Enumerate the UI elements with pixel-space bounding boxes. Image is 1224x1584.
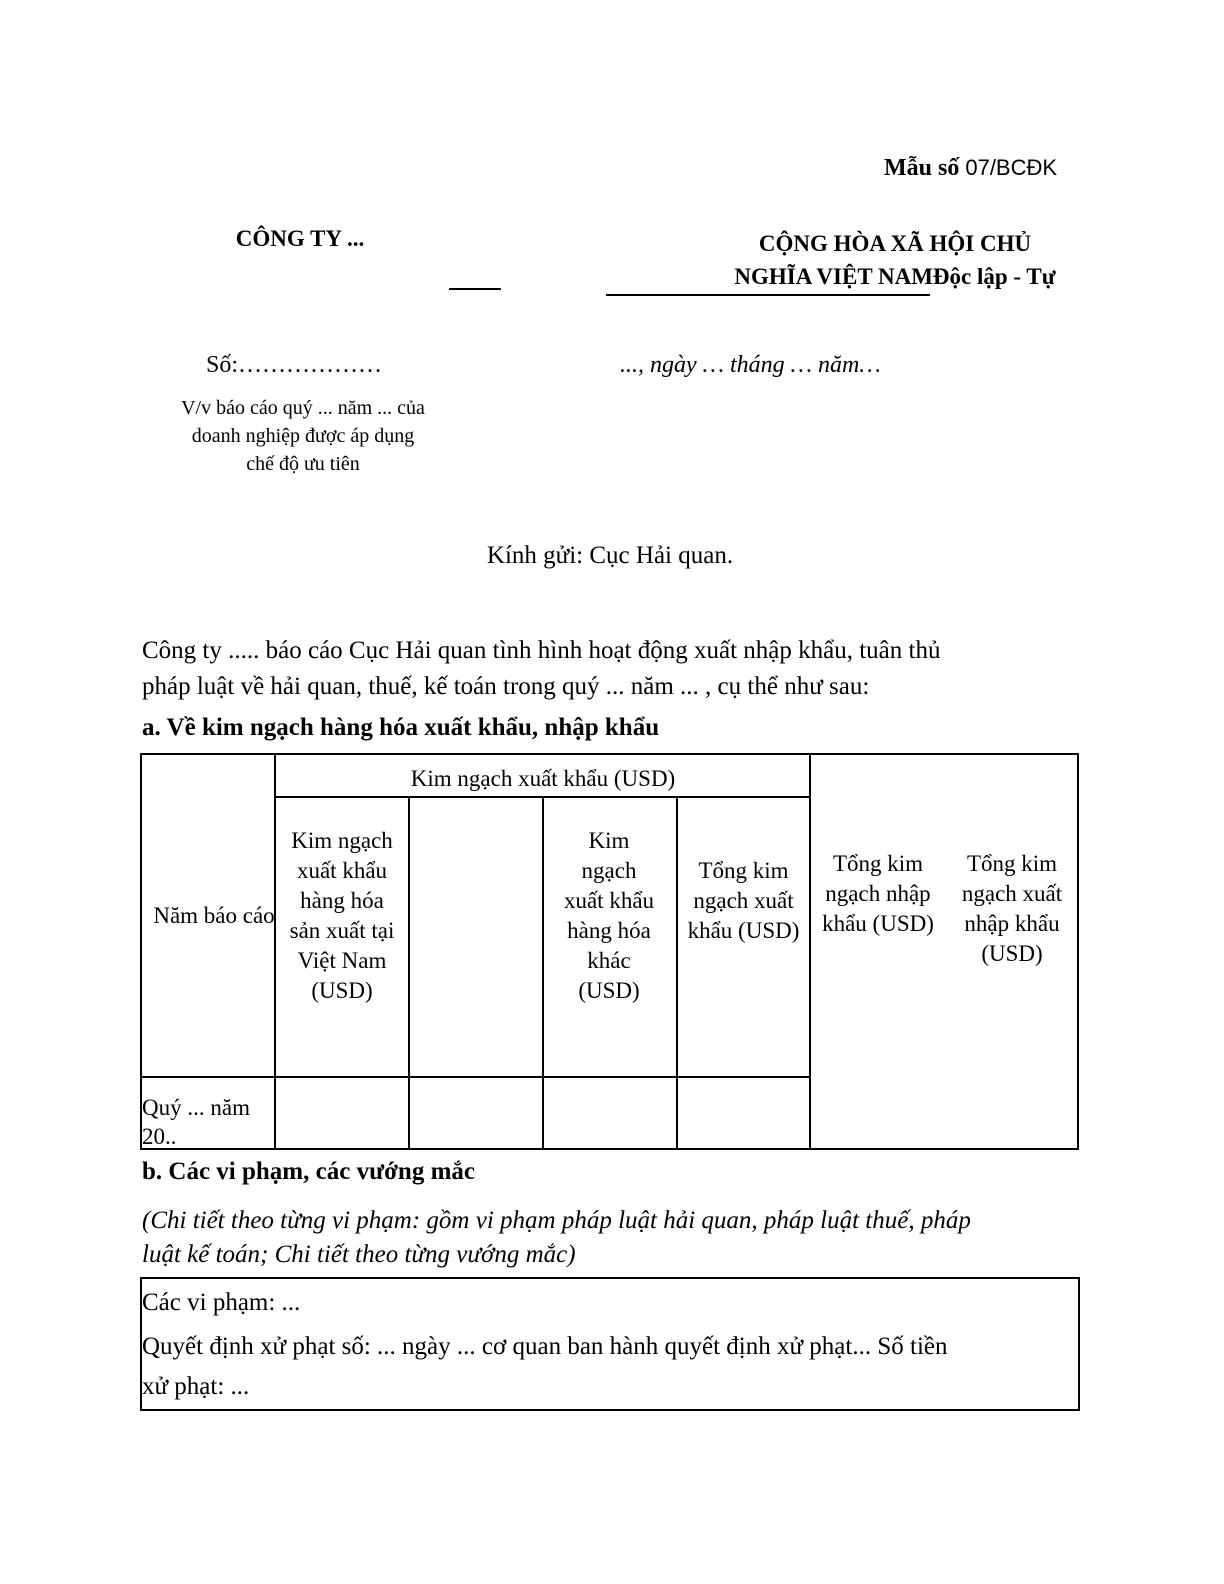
company-underline xyxy=(449,288,501,290)
document-number: Số:……………… xyxy=(206,352,383,378)
table-header-vn-goods: Kim ngạch xuất khẩu hàng hóa sản xuất tại Việt Nam (USD) xyxy=(289,828,395,1003)
table-col-line-2 xyxy=(408,796,410,1150)
violations-line: Các vi phạm: ... xyxy=(142,1289,301,1316)
table-row-label: Quý ... năm 20.. xyxy=(142,1095,250,1149)
republic-title: CỘNG HÒA XÃ HỘI CHỦ NGHĨA VIỆT NAMĐộc lập - Tự xyxy=(734,231,1056,289)
table-header-other-goods: Kim ngạch xuất khẩu hàng hóa khác (USD) xyxy=(563,828,655,1003)
section-b-note: (Chi tiết theo từng vi phạm: gồm vi phạm pháp luật hải quan, pháp luật thuế, pháp luật kế toán; Chi tiết theo từng vướng mắc) xyxy=(142,1207,971,1268)
penalty-amount-line: xử phạt: ... xyxy=(142,1373,250,1400)
form-number: Mẫu số 07/BCĐK xyxy=(884,155,1058,181)
table-col-line-5 xyxy=(809,753,811,1150)
intro-paragraph: Công ty ..... báo cáo Cục Hải quan tình hình hoạt động xuất nhập khẩu, tuân thủ pháp luật về hải quan, thuế, kế toán trong quý ... năm ... , cụ thể như sau: xyxy=(142,637,941,700)
table-border-left xyxy=(140,753,142,1150)
table-header-year: Năm báo cáo xyxy=(153,902,275,928)
table-subheader-line xyxy=(274,796,811,798)
table-header-total-export: Tổng kim ngạch xuất khẩu (USD) xyxy=(687,858,800,943)
section-b-heading: b. Các vi phạm, các vướng mắc xyxy=(142,1158,475,1185)
table-border-bottom xyxy=(140,1148,1079,1150)
republic-underline xyxy=(606,294,930,296)
table-col-line-3 xyxy=(542,796,544,1150)
recipient: Kính gửi: Cục Hải quan. xyxy=(486,542,734,569)
table-border-right xyxy=(1077,753,1079,1150)
section-a-heading: a. Về kim ngạch hàng hóa xuất khẩu, nhập khẩu xyxy=(142,714,660,741)
violations-box xyxy=(140,1277,1080,1411)
table-header-total-ie: Tổng kim ngạch xuất nhập khẩu (USD) xyxy=(961,851,1063,966)
table-header-total-import: Tổng kim ngạch nhập khẩu (USD) xyxy=(822,851,934,936)
company-name: CÔNG TY ... xyxy=(235,226,365,251)
table-col-line-4 xyxy=(676,796,678,1150)
table-row-line xyxy=(140,1076,811,1078)
table-border-top xyxy=(140,753,1079,755)
table-header-export-group: Kim ngạch xuất khẩu (USD) xyxy=(410,766,676,791)
penalty-decision-line: Quyết định xử phạt số: ... ngày ... cơ quan ban hành quyết định xử phạt... Số tiền xyxy=(142,1333,948,1360)
date-line: ..., ngày … tháng … năm… xyxy=(620,352,881,378)
document-subject: V/v báo cáo quý ... năm ... của doanh nghiệp được áp dụng chế độ ưu tiên xyxy=(181,397,425,475)
